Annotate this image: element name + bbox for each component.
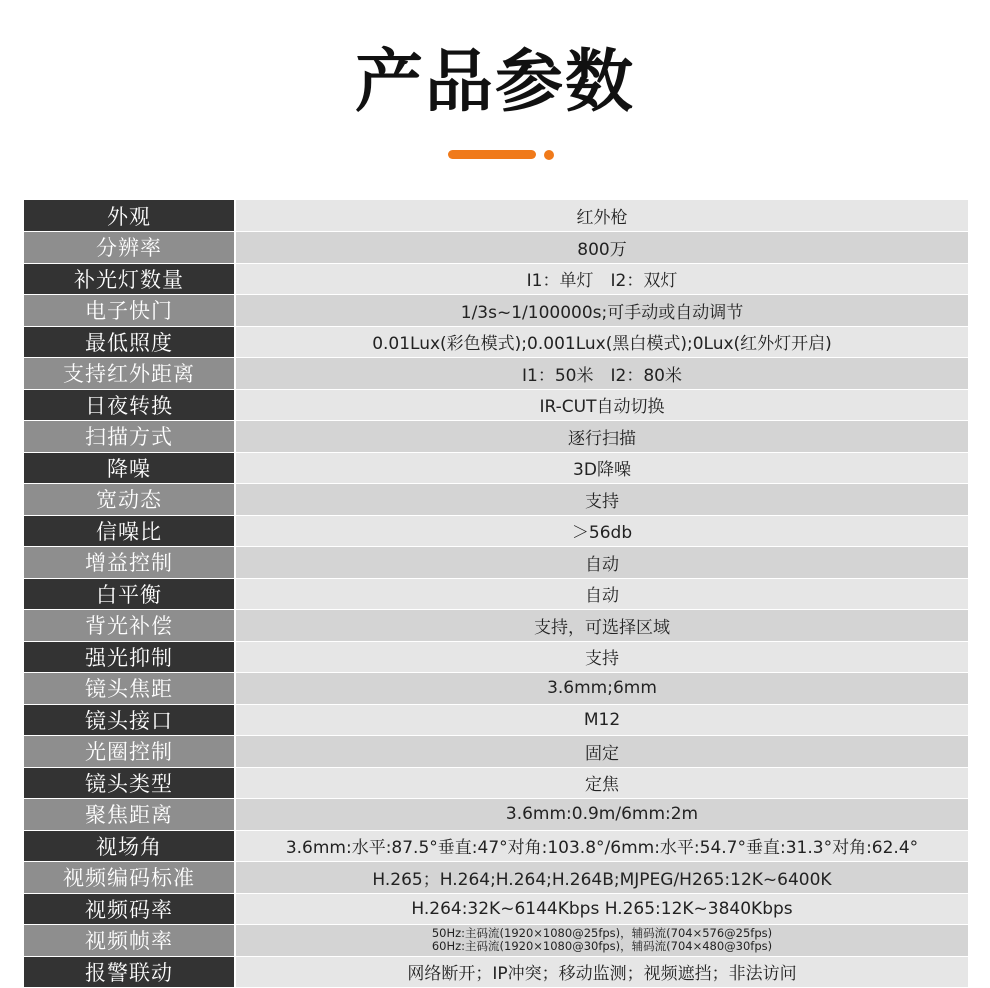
spec-value: 支持，可选择区域 — [235, 610, 968, 642]
spec-key: 补光灯数量 — [24, 263, 235, 295]
table-row — [24, 326, 968, 358]
spec-key: 宽动态 — [24, 484, 235, 516]
spec-key: 信噪比 — [24, 515, 235, 547]
spec-key: 视频码率 — [24, 893, 235, 925]
page-title: 产品参数 — [354, 43, 635, 122]
table-row — [24, 421, 968, 453]
spec-key: 镜头接口 — [24, 704, 235, 736]
spec-key: 镜头类型 — [24, 767, 235, 799]
spec-value: IR-CUT自动切换 — [235, 389, 968, 421]
spec-key: 电子快门 — [24, 295, 235, 327]
spec-value: 自动 — [235, 547, 968, 579]
spec-key: 白平衡 — [24, 578, 235, 610]
table-row — [24, 704, 968, 736]
spec-value: 逐行扫描 — [235, 421, 968, 453]
spec-value: 1/3s~1/100000s;可手动或自动调节 — [235, 295, 968, 327]
spec-key: 最低照度 — [24, 326, 235, 358]
table-row — [24, 232, 968, 264]
spec-value: 3.6mm:水平:87.5°垂直:47°对角:103.8°/6mm:水平:54.7°垂直:31.3°对角:62.4° — [235, 830, 968, 862]
spec-key: 外观 — [24, 200, 235, 232]
spec-key: 视频帧率 — [24, 925, 235, 957]
spec-key: 报警联动 — [24, 956, 235, 988]
spec-value: 红外枪 — [235, 200, 968, 232]
spec-key: 增益控制 — [24, 547, 235, 579]
spec-value: 支持 — [235, 641, 968, 673]
spec-value: 定焦 — [235, 767, 968, 799]
table-row — [24, 673, 968, 705]
table-row — [24, 547, 968, 579]
spec-value: 网络断开；IP冲突；移动监测；视频遮挡；非法访问 — [235, 956, 968, 988]
table-row — [24, 200, 968, 232]
spec-value: 0.01Lux(彩色模式);0.001Lux(黑白模式);0Lux(红外灯开启) — [235, 326, 968, 358]
table-row — [24, 452, 968, 484]
spec-value-line: 50Hz:主码流(1920×1080@25fps)，辅码流(704×576@25fps) — [431, 926, 773, 941]
spec-table — [24, 200, 968, 988]
table-row — [24, 893, 968, 925]
spec-value: ＞56db — [235, 515, 968, 547]
spec-value: M12 — [235, 704, 968, 736]
spec-key: 扫描方式 — [24, 421, 235, 453]
spec-value: 3.6mm;6mm — [235, 673, 968, 705]
spec-key: 视场角 — [24, 830, 235, 862]
spec-value: I1：单灯 I2：双灯 — [235, 263, 968, 295]
table-row — [24, 263, 968, 295]
spec-key: 背光补偿 — [24, 610, 235, 642]
table-row — [24, 295, 968, 327]
spec-key: 聚焦距离 — [24, 799, 235, 831]
table-row — [24, 767, 968, 799]
table-row — [24, 956, 968, 988]
spec-value: H.265；H.264;H.264;H.264B;MJPEG/H265:12K~6400K — [235, 862, 968, 894]
spec-value: H.264:32K~6144Kbps H.265:12K~3840Kbps — [235, 893, 968, 925]
spec-key: 强光抑制 — [24, 641, 235, 673]
spec-key: 日夜转换 — [24, 389, 235, 421]
spec-value: I1：50米 I2：80米 — [235, 358, 968, 390]
spec-value: 固定 — [235, 736, 968, 768]
spec-key: 分辨率 — [24, 232, 235, 264]
spec-value: 3.6mm:0.9m/6mm:2m — [235, 799, 968, 831]
spec-key: 光圈控制 — [24, 736, 235, 768]
spec-key: 视频编码标准 — [24, 862, 235, 894]
table-row — [24, 389, 968, 421]
table-row — [24, 862, 968, 894]
spec-value — [235, 925, 968, 957]
table-row — [24, 925, 968, 957]
table-row — [24, 484, 968, 516]
table-row — [24, 515, 968, 547]
table-row — [24, 736, 968, 768]
table-row — [24, 641, 968, 673]
spec-key: 降噪 — [24, 452, 235, 484]
table-row — [24, 578, 968, 610]
spec-key: 镜头焦距 — [24, 673, 235, 705]
title-underline-bar — [448, 150, 536, 159]
spec-key: 支持红外距离 — [24, 358, 235, 390]
spec-value: 支持 — [235, 484, 968, 516]
table-row — [24, 799, 968, 831]
table-row — [24, 610, 968, 642]
spec-value-line: 60Hz:主码流(1920×1080@30fps)，辅码流(704×480@30fps) — [431, 939, 773, 954]
spec-value: 自动 — [235, 578, 968, 610]
spec-value: 3D降噪 — [235, 452, 968, 484]
table-row — [24, 830, 968, 862]
spec-value: 800万 — [235, 232, 968, 264]
title-underline-dot — [544, 150, 554, 160]
table-row — [24, 358, 968, 390]
